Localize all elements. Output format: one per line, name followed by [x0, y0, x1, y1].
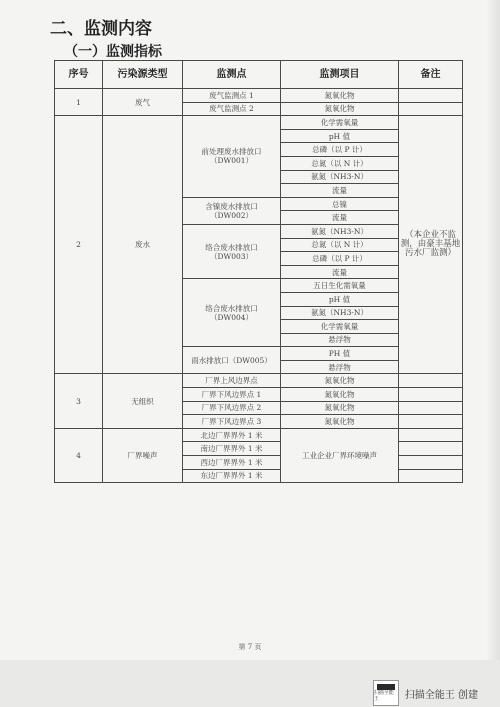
remark-cell: [399, 415, 463, 429]
monitor-item: 氨氮（NH3-N）: [281, 170, 399, 184]
outlet-code: （DW003）: [209, 251, 254, 261]
remark-cell: [399, 442, 463, 456]
outlet-dw003: [183, 224, 281, 278]
monitor-item: 氨氮（NH3-N）: [281, 224, 399, 238]
monitor-item: 氨氮（NH3-N）: [281, 306, 399, 320]
monitor-item: 氮氧化物: [281, 388, 399, 402]
monitor-item: 悬浮物: [281, 333, 399, 347]
row-no: 2: [55, 116, 103, 374]
monitor-item: pH 值: [281, 129, 399, 143]
monitor-point: 厂界上风边界点: [183, 374, 281, 388]
table-row: [55, 374, 463, 388]
monitor-item: 流量: [281, 211, 399, 225]
outlet-name: 络合废水排放口: [205, 303, 258, 313]
outlet-name: 前处理废水排放口: [201, 147, 262, 157]
scanner-watermark: [373, 680, 478, 706]
monitor-item: 悬浮物: [281, 360, 399, 374]
outlet-name: 络合废水排放口: [205, 242, 258, 252]
monitor-item: 五日生化需氧量: [281, 279, 399, 293]
remark-cell: [399, 374, 463, 388]
subsection-title: （一）监测指标: [64, 44, 162, 60]
outlet-dw005: [183, 347, 281, 374]
outlet-code: （DW004）: [209, 312, 254, 322]
outlet-name: 含镍废水排放口: [205, 201, 258, 211]
monitor-item: 总磷（以 P 计）: [281, 143, 399, 157]
row-no: 3: [55, 374, 103, 428]
remark-cell: [399, 102, 463, 116]
monitor-item: 化学需氧量: [281, 116, 399, 130]
table-header-row: [55, 61, 463, 89]
outlet-dw004: [183, 279, 281, 347]
monitor-item: 化学需氧量: [281, 320, 399, 334]
monitor-item: 氮氧化物: [281, 374, 399, 388]
monitor-item: 氮氧化物: [281, 102, 399, 116]
outlet-dw001: [183, 116, 281, 198]
monitor-item: 氮氧化物: [281, 89, 399, 103]
header-monitor-point: 监测点: [183, 61, 281, 89]
monitor-item: 流量: [281, 265, 399, 279]
monitor-point: 废气监测点 1: [183, 89, 281, 103]
monitor-item: 流量: [281, 184, 399, 198]
monitor-item: 氮氧化物: [281, 401, 399, 415]
monitor-point: 厂界下风边界点 1: [183, 388, 281, 402]
monitor-item: 氮氧化物: [281, 415, 399, 429]
source-type: 废水: [103, 116, 183, 374]
header-monitor-item: 监测项目: [281, 61, 399, 89]
table-row: [55, 89, 463, 103]
row-no: 1: [55, 89, 103, 116]
outlet-code: （DW001）: [209, 156, 254, 166]
header-source-type: 污染源类型: [103, 61, 183, 89]
outlet-dw002: [183, 197, 281, 224]
remark-cell: [399, 456, 463, 470]
table-row: [55, 116, 463, 130]
remark-note: （本企业不监测，由豪丰基地污水厂监测）: [399, 116, 463, 374]
monitor-point: 厂界下风边界点 3: [183, 415, 281, 429]
section-title: 二、监测内容: [50, 19, 152, 39]
source-type: 厂界噪声: [103, 428, 183, 482]
remark-cell: [399, 469, 463, 483]
monitor-point: 北边厂界界外 1 米: [183, 428, 281, 442]
outlet-code: （DW002）: [209, 210, 254, 220]
remark-cell: [399, 428, 463, 442]
monitor-item: 总磷（以 P 计）: [281, 252, 399, 266]
monitor-item: 总氮（以 N 计）: [281, 156, 399, 170]
remark-cell: [399, 401, 463, 415]
outlet-name: 雨水排放口（DW005）: [191, 355, 272, 365]
scanner-label: 扫描全能王 创建: [404, 689, 478, 701]
monitor-point: 厂界下风边界点 2: [183, 401, 281, 415]
monitor-point: 南边厂界界外 1 米: [183, 442, 281, 456]
monitor-item: 总镍: [281, 197, 399, 211]
monitor-point: 废气监测点 2: [183, 102, 281, 116]
header-no: 序号: [55, 61, 103, 89]
monitor-item: 总氮（以 N 计）: [281, 238, 399, 252]
monitor-item: 工业企业厂界环境噪声: [281, 428, 399, 482]
page-number: 第 7 页: [238, 643, 262, 651]
scanner-logo-text: 扫描全能王: [373, 690, 394, 702]
monitoring-table: [54, 60, 463, 483]
header-remark: 备注: [399, 61, 463, 89]
monitor-item: pH 值: [281, 292, 399, 306]
monitor-point: 西边厂界界外 1 米: [183, 456, 281, 470]
remark-cell: [399, 388, 463, 402]
scanner-logo-icon: [373, 680, 399, 706]
row-no: 4: [55, 428, 103, 482]
page-edge-shadow: [486, 0, 500, 660]
source-type: 废气: [103, 89, 183, 116]
table-row: [55, 428, 463, 442]
source-type: 无组织: [103, 374, 183, 428]
monitor-point: 东边厂界界外 1 米: [183, 469, 281, 483]
remark-cell: [399, 89, 463, 103]
monitor-item: PH 值: [281, 347, 399, 361]
